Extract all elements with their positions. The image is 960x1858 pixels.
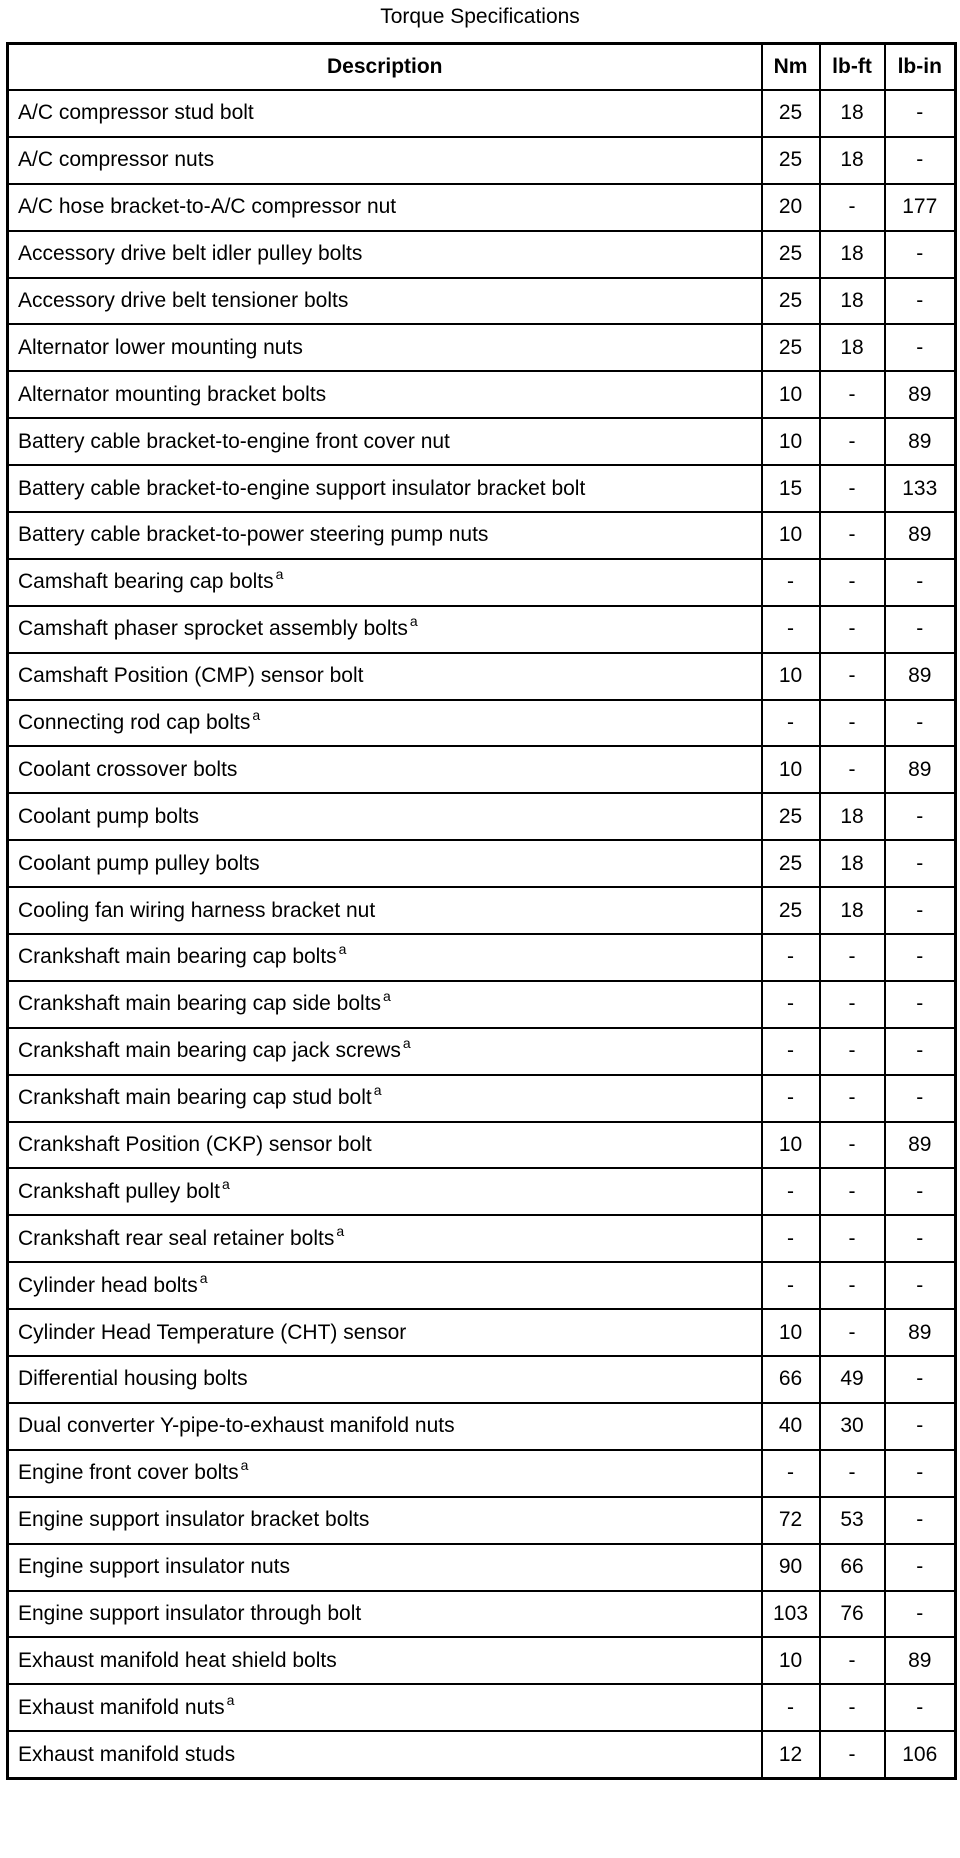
row-description: Coolant pump bolts xyxy=(18,804,199,828)
row-lbft-value: - xyxy=(820,1450,885,1497)
table-row xyxy=(8,1215,956,1262)
row-lbin-value: - xyxy=(885,934,956,981)
row-nm-value: - xyxy=(762,1215,820,1262)
torque-specifications-table xyxy=(6,42,957,1780)
row-nm-value: 10 xyxy=(762,1309,820,1356)
footnote-marker: a xyxy=(409,613,418,630)
row-description: Camshaft bearing cap bolts xyxy=(18,570,274,594)
table-body xyxy=(8,90,956,1779)
row-lbin-value: - xyxy=(885,606,956,653)
header-nm: Nm xyxy=(762,44,820,91)
row-lbft-value: 18 xyxy=(820,137,885,184)
row-lbft-value: - xyxy=(820,1309,885,1356)
table-row xyxy=(8,1637,956,1684)
row-description-cell xyxy=(8,1122,762,1169)
row-description: Connecting rod cap bolts xyxy=(18,711,251,735)
row-lbft-value: 18 xyxy=(820,324,885,371)
row-description: Exhaust manifold nuts xyxy=(18,1695,225,1719)
row-nm-value: 25 xyxy=(762,324,820,371)
row-lbin-value: - xyxy=(885,1403,956,1450)
row-lbin-value: - xyxy=(885,231,956,278)
table-row xyxy=(8,1497,956,1544)
row-nm-value: 10 xyxy=(762,371,820,418)
row-lbft-value: - xyxy=(820,606,885,653)
row-lbin-value: - xyxy=(885,887,956,934)
row-description-cell xyxy=(8,1262,762,1309)
table-row xyxy=(8,981,956,1028)
row-lbin-value: - xyxy=(885,278,956,325)
header-lbin: lb-in xyxy=(885,44,956,91)
row-lbft-value: - xyxy=(820,653,885,700)
row-description: Engine support insulator bracket bolts xyxy=(18,1508,370,1532)
row-nm-value: - xyxy=(762,934,820,981)
row-nm-value: 10 xyxy=(762,1637,820,1684)
row-lbft-value: - xyxy=(820,184,885,231)
table-caption-text: Torque Specifications xyxy=(380,5,580,28)
table-row xyxy=(8,1168,956,1215)
table-row xyxy=(8,1262,956,1309)
row-lbin-value: 89 xyxy=(885,1122,956,1169)
table-row xyxy=(8,700,956,747)
row-lbin-value: - xyxy=(885,1497,956,1544)
row-lbft-value: - xyxy=(820,1122,885,1169)
row-description: Coolant pump pulley bolts xyxy=(18,851,260,875)
row-description-cell xyxy=(8,887,762,934)
row-lbft-value: 18 xyxy=(820,278,885,325)
row-lbin-value: 106 xyxy=(885,1731,956,1778)
row-lbft-value: - xyxy=(820,981,885,1028)
table-row xyxy=(8,887,956,934)
row-nm-value: - xyxy=(762,981,820,1028)
table-row xyxy=(8,137,956,184)
row-description: Alternator mounting bracket bolts xyxy=(18,382,327,406)
row-description: Exhaust manifold heat shield bolts xyxy=(18,1648,337,1672)
row-lbin-value: - xyxy=(885,1684,956,1731)
row-description: Cylinder head bolts xyxy=(18,1273,198,1297)
table-row xyxy=(8,1309,956,1356)
table-row xyxy=(8,418,956,465)
row-lbft-value: 53 xyxy=(820,1497,885,1544)
table-row xyxy=(8,1731,956,1778)
footnote-marker: a xyxy=(275,566,284,583)
row-description-cell xyxy=(8,606,762,653)
row-description-cell xyxy=(8,1168,762,1215)
row-description-cell xyxy=(8,1544,762,1591)
table-row xyxy=(8,278,956,325)
footnote-marker: a xyxy=(240,1457,249,1474)
row-nm-value: 10 xyxy=(762,512,820,559)
table-row xyxy=(8,324,956,371)
row-lbin-value: 89 xyxy=(885,1637,956,1684)
row-nm-value: - xyxy=(762,1450,820,1497)
row-lbin-value: - xyxy=(885,793,956,840)
row-description-cell xyxy=(8,1356,762,1403)
row-lbin-value: - xyxy=(885,1544,956,1591)
footnote-marker: a xyxy=(383,988,391,1005)
row-description-cell xyxy=(8,1028,762,1075)
row-lbin-value: - xyxy=(885,1591,956,1638)
row-description: Differential housing bolts xyxy=(18,1367,248,1391)
row-description-cell xyxy=(8,793,762,840)
row-description: Accessory drive belt tensioner bolts xyxy=(18,289,349,312)
table-row xyxy=(8,840,956,887)
row-description-cell xyxy=(8,1591,762,1638)
row-lbft-value: - xyxy=(820,1028,885,1075)
row-description-cell xyxy=(8,1497,762,1544)
row-description: Crankshaft main bearing cap side bolts xyxy=(18,992,382,1016)
footnote-marker: a xyxy=(338,941,347,958)
row-lbin-value: 89 xyxy=(885,653,956,700)
row-lbin-value: 177 xyxy=(885,184,956,231)
row-nm-value: - xyxy=(762,1684,820,1731)
row-description-cell xyxy=(8,1403,762,1450)
row-nm-value: 25 xyxy=(762,840,820,887)
row-nm-value: 72 xyxy=(762,1497,820,1544)
row-description: Battery cable bracket-to-engine support insulator bracket bolt xyxy=(18,476,586,500)
row-nm-value: 40 xyxy=(762,1403,820,1450)
table-row xyxy=(8,1028,956,1075)
row-nm-value: - xyxy=(762,700,820,747)
row-description-cell xyxy=(8,1215,762,1262)
row-nm-value: 10 xyxy=(762,746,820,793)
table-row xyxy=(8,465,956,512)
row-description-cell xyxy=(8,1075,762,1122)
row-description: Engine front cover bolts xyxy=(18,1461,239,1485)
table-row xyxy=(8,793,956,840)
table-row xyxy=(8,1403,956,1450)
row-description: A/C hose bracket-to-A/C compressor nut xyxy=(18,195,397,219)
header-lbft: lb-ft xyxy=(820,44,885,91)
table-row xyxy=(8,184,956,231)
row-description: Camshaft phaser sprocket assembly bolts xyxy=(18,617,408,641)
footnote-marker: a xyxy=(252,707,261,724)
row-description-cell xyxy=(8,1450,762,1497)
footnote-marker: a xyxy=(199,1269,208,1286)
row-lbft-value: - xyxy=(820,1075,885,1122)
row-lbft-value: 18 xyxy=(820,840,885,887)
row-description-cell xyxy=(8,137,762,184)
row-nm-value: 10 xyxy=(762,418,820,465)
table-row xyxy=(8,1684,956,1731)
footnote-marker: a xyxy=(221,1175,230,1192)
row-lbft-value: - xyxy=(820,934,885,981)
table-row xyxy=(8,653,956,700)
row-nm-value: 25 xyxy=(762,137,820,184)
row-description-cell xyxy=(8,1731,762,1778)
table-row xyxy=(8,746,956,793)
row-nm-value: 25 xyxy=(762,793,820,840)
row-lbin-value: 89 xyxy=(885,1309,956,1356)
row-nm-value: 12 xyxy=(762,1731,820,1778)
footnote-marker: a xyxy=(336,1222,345,1239)
table-row xyxy=(8,1122,956,1169)
table-row xyxy=(8,1591,956,1638)
row-lbft-value: - xyxy=(820,700,885,747)
row-lbin-value: - xyxy=(885,137,956,184)
row-lbin-value: 89 xyxy=(885,418,956,465)
row-description: Crankshaft pulley bolt xyxy=(18,1179,220,1203)
row-description-cell xyxy=(8,324,762,371)
row-nm-value: 103 xyxy=(762,1591,820,1638)
row-description-cell xyxy=(8,465,762,512)
row-lbft-value: - xyxy=(820,512,885,559)
table-row xyxy=(8,1075,956,1122)
row-description: Coolant crossover bolts xyxy=(18,757,238,781)
row-lbft-value: 66 xyxy=(820,1544,885,1591)
row-lbft-value: 18 xyxy=(820,90,885,137)
table-row xyxy=(8,1356,956,1403)
row-description: Engine support insulator nuts xyxy=(18,1555,291,1579)
row-nm-value: 90 xyxy=(762,1544,820,1591)
row-nm-value: - xyxy=(762,606,820,653)
row-lbin-value: 89 xyxy=(885,371,956,418)
row-lbft-value: 49 xyxy=(820,1356,885,1403)
footnote-marker: a xyxy=(402,1035,411,1052)
row-lbft-value: - xyxy=(820,465,885,512)
row-lbft-value: - xyxy=(820,1168,885,1215)
table-row xyxy=(8,371,956,418)
table-row xyxy=(8,1450,956,1497)
row-nm-value: 66 xyxy=(762,1356,820,1403)
row-lbft-value: 30 xyxy=(820,1403,885,1450)
row-nm-value: 15 xyxy=(762,465,820,512)
row-description-cell xyxy=(8,746,762,793)
row-lbin-value: - xyxy=(885,1356,956,1403)
row-lbin-value: - xyxy=(885,1215,956,1262)
row-description-cell xyxy=(8,559,762,606)
row-lbin-value: - xyxy=(885,840,956,887)
row-description: Camshaft Position (CMP) sensor bolt xyxy=(18,664,364,688)
row-description-cell xyxy=(8,90,762,137)
row-description: Crankshaft main bearing cap jack screws xyxy=(18,1039,401,1063)
row-lbin-value: - xyxy=(885,700,956,747)
row-description-cell xyxy=(8,418,762,465)
row-nm-value: 25 xyxy=(762,887,820,934)
table-row xyxy=(8,1544,956,1591)
table-row xyxy=(8,934,956,981)
row-description: Battery cable bracket-to-power steering pump nuts xyxy=(18,523,489,547)
row-description-cell xyxy=(8,934,762,981)
header-description: Description xyxy=(8,44,762,91)
row-lbft-value: - xyxy=(820,1731,885,1778)
row-description: Cylinder Head Temperature (CHT) sensor xyxy=(18,1320,407,1344)
row-description: A/C compressor stud bolt xyxy=(18,101,254,125)
row-nm-value: 10 xyxy=(762,1122,820,1169)
row-lbin-value: - xyxy=(885,1028,956,1075)
footnote-marker: a xyxy=(226,1691,235,1708)
row-lbin-value: 89 xyxy=(885,512,956,559)
row-lbft-value: - xyxy=(820,1637,885,1684)
row-lbft-value: - xyxy=(820,746,885,793)
row-nm-value: 10 xyxy=(762,653,820,700)
row-description-cell xyxy=(8,1637,762,1684)
row-lbft-value: 18 xyxy=(820,887,885,934)
row-lbft-value: - xyxy=(820,1262,885,1309)
header-row xyxy=(8,44,956,91)
row-lbft-value: 18 xyxy=(820,793,885,840)
row-description-cell xyxy=(8,371,762,418)
row-description: Alternator lower mounting nuts xyxy=(18,335,303,359)
row-nm-value: 25 xyxy=(762,90,820,137)
table-row xyxy=(8,559,956,606)
row-lbin-value: - xyxy=(885,1075,956,1122)
table-caption xyxy=(0,0,960,42)
table-row xyxy=(8,606,956,653)
row-description-cell xyxy=(8,840,762,887)
row-lbft-value: 76 xyxy=(820,1591,885,1638)
row-description-cell xyxy=(8,700,762,747)
row-description-cell xyxy=(8,1309,762,1356)
table-row xyxy=(8,512,956,559)
row-lbin-value: - xyxy=(885,1450,956,1497)
row-lbft-value: - xyxy=(820,559,885,606)
row-nm-value: - xyxy=(762,1262,820,1309)
row-nm-value: - xyxy=(762,1028,820,1075)
row-nm-value: 20 xyxy=(762,184,820,231)
row-lbin-value: - xyxy=(885,90,956,137)
row-nm-value: - xyxy=(762,559,820,606)
row-description-cell xyxy=(8,278,762,325)
row-nm-value: - xyxy=(762,1075,820,1122)
footnote-marker: a xyxy=(373,1082,382,1099)
row-lbft-value: - xyxy=(820,1684,885,1731)
row-description-cell xyxy=(8,231,762,278)
row-lbft-value: 18 xyxy=(820,231,885,278)
row-lbin-value: - xyxy=(885,1262,956,1309)
row-description-cell xyxy=(8,512,762,559)
row-description: Engine support insulator through bolt xyxy=(18,1601,362,1625)
row-description: Crankshaft main bearing cap stud bolt xyxy=(18,1086,372,1110)
row-description: Crankshaft main bearing cap bolts xyxy=(18,945,337,969)
row-description: Exhaust manifold studs xyxy=(18,1742,236,1766)
row-description-cell xyxy=(8,981,762,1028)
row-lbin-value: - xyxy=(885,981,956,1028)
row-nm-value: 25 xyxy=(762,231,820,278)
row-lbin-value: - xyxy=(885,1168,956,1215)
table-row xyxy=(8,90,956,137)
row-nm-value: 25 xyxy=(762,278,820,325)
row-description: Cooling fan wiring harness bracket nut xyxy=(18,898,376,922)
row-lbin-value: 133 xyxy=(885,465,956,512)
table-row xyxy=(8,231,956,278)
row-description: Accessory drive belt idler pulley bolts xyxy=(18,242,363,266)
row-description: Dual converter Y-pipe-to-exhaust manifold nuts xyxy=(18,1414,455,1438)
row-lbft-value: - xyxy=(820,418,885,465)
row-description: Crankshaft rear seal retainer bolts xyxy=(18,1226,335,1250)
row-lbin-value: - xyxy=(885,559,956,606)
row-description-cell xyxy=(8,653,762,700)
row-description: A/C compressor nuts xyxy=(18,148,215,172)
row-lbin-value: - xyxy=(885,324,956,371)
row-description-cell xyxy=(8,184,762,231)
row-lbft-value: - xyxy=(820,371,885,418)
row-description: Battery cable bracket-to-engine front cover nut xyxy=(18,429,450,453)
row-lbft-value: - xyxy=(820,1215,885,1262)
row-description-cell xyxy=(8,1684,762,1731)
row-lbin-value: 89 xyxy=(885,746,956,793)
row-nm-value: - xyxy=(762,1168,820,1215)
row-description: Crankshaft Position (CKP) sensor bolt xyxy=(18,1133,372,1157)
